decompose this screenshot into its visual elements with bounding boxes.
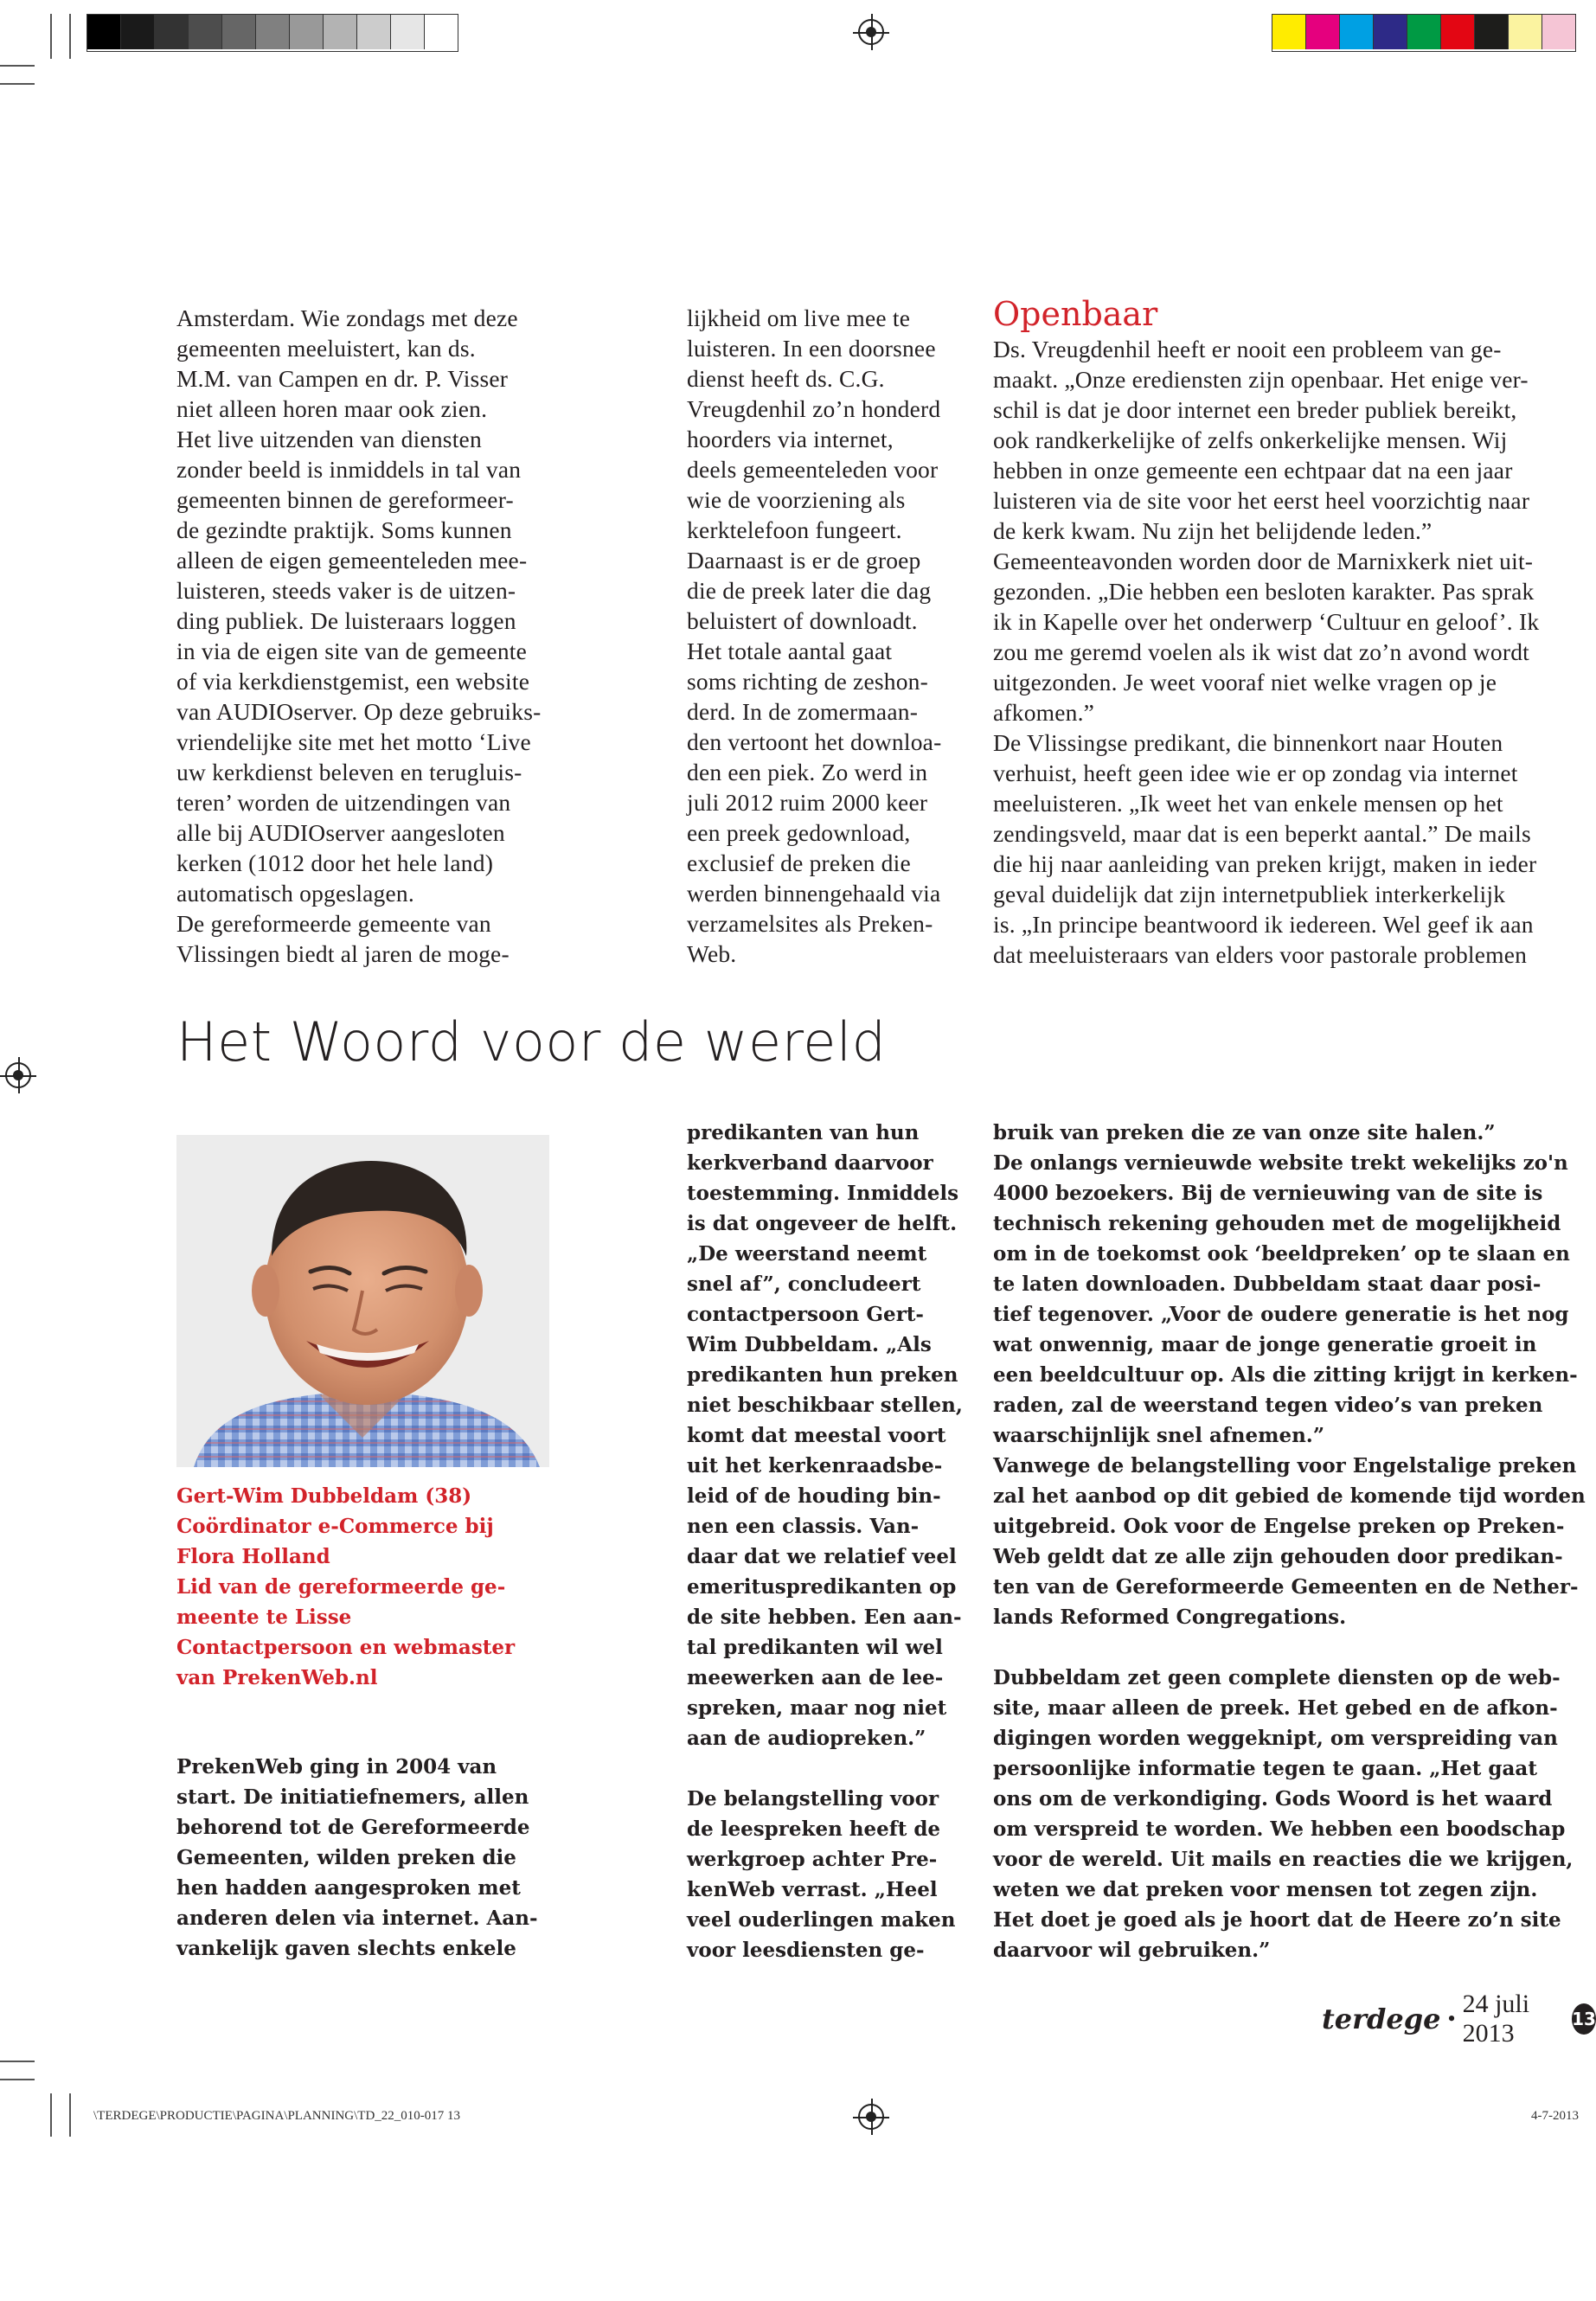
color-swatch bbox=[155, 15, 189, 49]
file-path: \TERDEGE\PRODUCTIE\PAGINA\PLANNING\TD_22_010-017 13 bbox=[93, 2109, 461, 2123]
registration-mark-icon bbox=[858, 2104, 884, 2130]
portrait-illustration bbox=[176, 1135, 549, 1467]
color-swatch bbox=[121, 15, 155, 49]
registration-mark-icon bbox=[858, 19, 884, 45]
page-folio bbox=[1322, 1990, 1596, 2048]
color-swatch bbox=[1272, 15, 1306, 49]
crop-mark bbox=[50, 2093, 52, 2137]
color-swatch bbox=[1407, 15, 1441, 49]
color-swatch bbox=[357, 15, 391, 49]
crop-mark bbox=[0, 65, 35, 67]
color-swatch bbox=[1340, 15, 1374, 49]
color-swatch bbox=[1441, 15, 1475, 49]
color-swatch bbox=[425, 15, 458, 49]
article-column-1: Amsterdam. Wie zondags met deze gemeenten meeluistert, kan ds. M.M. van Campen en dr. P. Visser niet alleen horen maar ook zien. Het live uitzenden van diensten zonder beeld is inmiddels in tal van gemeenten binnen de gereformeer- de gezindte praktijk. Soms kunnen alleen de eigen gemeenteleden mee- luisteren, steeds vaker is de uitzen- ding publiek. De luisteraars loggen in via de eigen site van de gemeente of via kerkdienstgemist, een website van AUDIOserver. Op deze gebruiks- vriendelijke site met het motto ‘Live uw kerkdienst beleven en terugluis- teren’ worden de uitzendingen van alle bij AUDIOserver aangesloten kerken (1012 door het hele land) automatisch opgeslagen. De gereformeerde gemeente van Vlissingen biedt al jaren de moge- bbox=[176, 304, 542, 967]
color-swatch bbox=[290, 15, 324, 49]
color-calibration-strip bbox=[1272, 14, 1576, 52]
registration-mark-icon bbox=[5, 1062, 31, 1088]
article-column-2: lijkheid om live mee te luisteren. In een doorsnee dienst heeft ds. C.G. Vreugdenhil zo’n honderd hoorders via internet, deels gemeenteleden voor wie de voorziening als kerktelefoon fungeert. Daarnaast is er de groep die de preek later die dag beluistert of downloadt. Het totale aantal gaat soms richting de zeshon- derd. In de zomermaan- den vertoont het downloa- den een piek. Zo werd in juli 2012 ruim 2000 keer een preek gedownload, exclusief de preken die werden binnengehaald via verzamelsites als Preken- Web. bbox=[687, 304, 942, 967]
box-headline: Het Woord voor de wereld bbox=[176, 1010, 887, 1074]
color-swatch bbox=[1542, 15, 1575, 49]
crop-mark bbox=[0, 2061, 35, 2062]
portrait-photo bbox=[176, 1135, 549, 1467]
crop-mark bbox=[0, 83, 35, 85]
page-number: 13 bbox=[1572, 2003, 1596, 2035]
crop-mark bbox=[69, 2093, 71, 2137]
color-swatch bbox=[391, 15, 425, 49]
subheading-openbaar: Openbaar bbox=[993, 295, 1158, 333]
photo-caption: Gert-Wim Dubbeldam (38) Coördinator e-Commerce bij Flora Holland Lid van de gereformeerde ge- meente te Lisse Contactpersoon en webmaster van PrekenWeb.nl bbox=[176, 1484, 516, 1689]
color-swatch bbox=[1475, 15, 1509, 49]
color-swatch bbox=[1306, 15, 1340, 49]
brand-logo: terdege bbox=[1322, 2003, 1441, 2035]
color-swatch bbox=[1374, 15, 1407, 49]
issue-date: 24 juli 2013 bbox=[1462, 1990, 1530, 2048]
article-column-3: Ds. Vreugdenhil heeft er nooit een probleem van ge- maakt. „Onze erediensten zijn openbaar. Het enige ver- schil is dat je door internet een breder publiek bereikt, ook randkerkelijke of zelfs onkerkelijke mensen. Wij hebben in onze gemeente een echtpaar dat na een jaar luisteren via de site voor het eerst heel voorzichtig naar de kerk kwam. Nu zijn het belijdende leden.” Gemeenteavonden worden door de Marnixkerk niet uit- gezonden. „Die hebben een besloten karakter. Pas sprak ik in Kapelle over het onderwerp ‘Cultuur en geloof’. Ik zou me geremd voelen als ik wist dat zo’n avond wordt uitgezonden. Je weet vooraf niet welke vragen op je afkomen.” De Vlissingse predikant, die binnenkort naar Houten verhuist, heeft geen idee wie er op zondag via internet meeluisteren. „Ik weet het van enkele mensen op het zendingsveld, maar dat is een beperkt aantal.” De mails die hij naar aanleiding van preken krijgt, maken in ieder geval duidelijk dat zijn internetpubliek interkerkelijk is. „In principe beantwoord ik iedereen. Wel geef ik aan dat meeluisteraars van elders voor pastorale problemen bbox=[993, 336, 1540, 968]
file-date: 4-7-2013 bbox=[1531, 2109, 1579, 2123]
box-column-1: PrekenWeb ging in 2004 van start. De initiatiefnemers, allen behorend tot de Gereformeerde Gemeenten, wilden preken die hen hadden aangesproken met anderen delen via internet. Aan- vankelijk gaven slechts enkele bbox=[176, 1755, 538, 1960]
color-swatch bbox=[189, 15, 222, 49]
color-swatch bbox=[256, 15, 290, 49]
box-column-2: predikanten van hun kerkverband daarvoor toestemming. Inmiddels is dat ongeveer de helft. „De weerstand neemt snel af”, concludeert contactpersoon Gert- Wim Dubbeldam. „Als predikanten hun preken niet beschikbaar stellen, komt dat meestal voort uit het kerkenraadsbe- leid of de houding bin- nen een classis. Van- daar dat we relatief veel emerituspredikanten op de site hebben. Een aan- tal predikanten wil wel meewerken aan de lee- spreken, maar nog niet aan de audiopreken.” De belangstelling voor de leespreken heeft de werkgroep achter Pre- kenWeb verrast. „Heel veel ouderlingen maken voor leesdiensten ge- bbox=[687, 1121, 963, 1962]
color-swatch bbox=[87, 15, 121, 49]
color-swatch bbox=[324, 15, 357, 49]
grey-calibration-strip bbox=[87, 14, 458, 52]
crop-mark bbox=[50, 14, 52, 59]
box-column-3: bruik van preken die ze van onze site halen.” De onlangs vernieuwde website trekt wekelijks zo'n 4000 bezoekers. Bij de vernieuwing van de site is technisch rekening gehouden met de mogelijkheid om in de toekomst ook ‘beeldpreken’ op te slaan en te laten downloaden. Dubbeldam staat daar posi- tief tegenover. „Voor de oudere generatie is het nog wat onwennig, maar de jonge generatie groeit in een beeldcultuur op. Als die zitting krijgt in kerken- raden, zal de weerstand tegen video’s van preken waarschijnlijk snel afnemen.” Vanwege de belangstelling voor Engelstalige preken zal het aanbod op dit gebied de komende tijd worden uitgebreid. Ook voor de Engelse preken op Preken- Web geldt dat ze alle zijn gehouden door predikan- ten van de Gereformeerde Gemeenten en de Nether- lands Reformed Congregations. Dubbeldam zet geen complete diensten op de web- site, maar alleen de preek. Het gebed en de afkon- digingen worden weggeknipt, om verspreiding van persoonlijke informatie tegen te gaan. „Het gaat ons om de verkondiging. Gods Woord is het waard om verspreid te worden. We hebben een boodschap voor de wereld. Uit mails en reacties die we krijgen, weten we dat preken voor mensen tot zegen zijn. Het doet je goed als je hoort dat de Heere zo’n site daarvoor wil gebruiken.” bbox=[993, 1121, 1586, 1962]
color-swatch bbox=[1509, 15, 1542, 49]
color-swatch bbox=[222, 15, 256, 49]
crop-mark bbox=[0, 2079, 35, 2080]
folio-separator: • bbox=[1447, 2006, 1456, 2031]
crop-mark bbox=[69, 14, 71, 59]
